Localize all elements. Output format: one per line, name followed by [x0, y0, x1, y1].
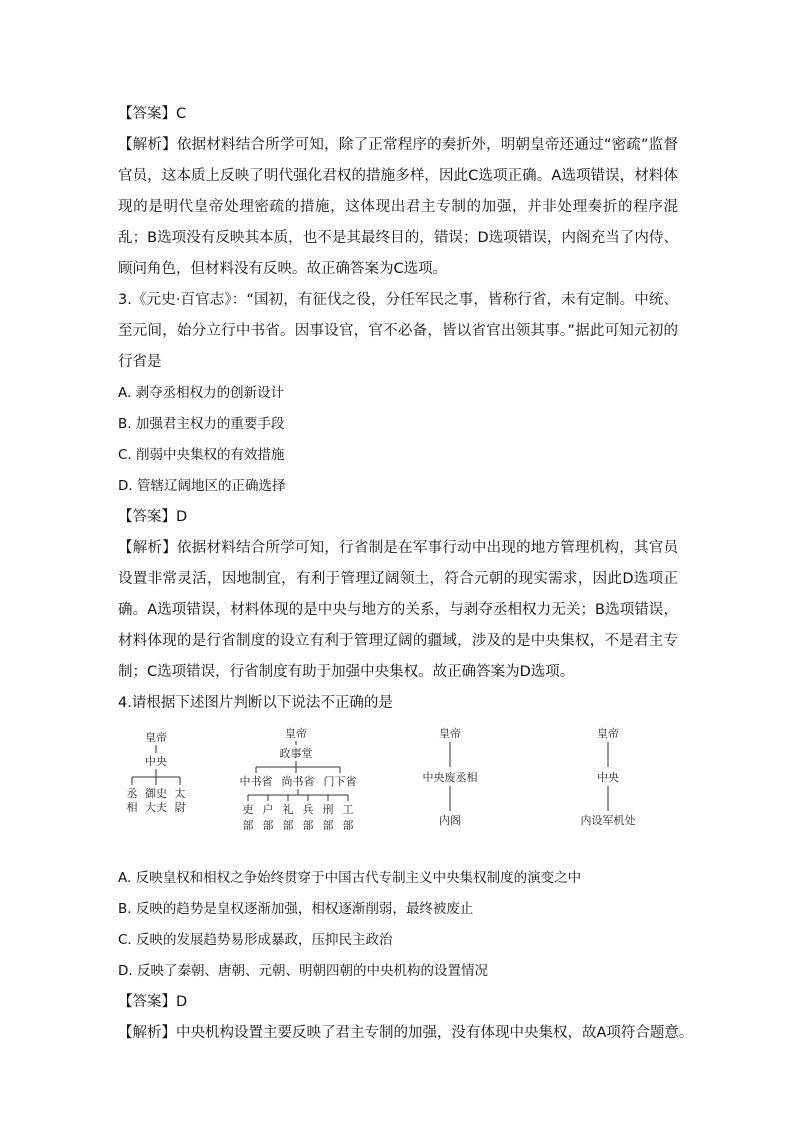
q3-analysis: 【解析】依据材料结合所学可知，行省制是在军事行动中出现的地方管理机构，其官员设置非常灵活，因地制宜，有利于管理辽阔领土，符合元朝的现实需求，因此D选项正确。A选项错误，材料体现的是中央与地方的关系，与剥夺丞相权力无关；B选项错误，材料体现的是行省制度的设立有利于管理辽阔的疆域，涉及的是中央集权，不是君主专制；C选项错误，行省制度有助于加强中央集权。故正确答案为D选项。	[118, 540, 678, 680]
tang-zhongshu: 中书省	[239, 775, 273, 788]
qing-grand-council: 内设军机处	[580, 814, 636, 827]
tang-bingbu: 兵部	[302, 803, 314, 832]
qin-central: 中央	[145, 755, 167, 768]
q4-diagram	[118, 723, 678, 859]
qin-censor: 御史大夫	[145, 787, 167, 814]
org-chart-qing	[581, 726, 636, 827]
tang-emperor: 皇帝	[285, 727, 307, 740]
q4-option-a: A. 反映皇权和相权之争始终贯穿于中国古代专制主义中央集权制度的演变之中	[118, 870, 582, 886]
qin-commandant: 太尉	[174, 787, 186, 814]
qing-emperor: 皇帝	[597, 727, 619, 740]
org-chart-tang	[240, 726, 357, 832]
org-chart-ming	[423, 726, 478, 827]
q4-option-d: D. 反映了秦朝、唐朝、元朝、明朝四朝的中央机构的设置情况	[118, 963, 488, 979]
org-chart-qin	[127, 730, 186, 814]
q2-answer: 【答案】C	[118, 106, 187, 122]
ming-emperor: 皇帝	[439, 727, 461, 740]
qin-chancellor: 丞相	[126, 787, 138, 814]
q3-stem: 3.《元史·百官志》：“国初，有征伐之役，分任军民之事，皆称行省，未有定制。中统、至元间，始分立行中书省。因事设官，官不必备，皆以省官出领其事。”据此可知元初的行省是	[118, 292, 678, 370]
tang-zhengshitang: 政事堂	[279, 747, 313, 760]
tang-xingbu: 刑部	[322, 803, 334, 832]
qin-emperor: 皇帝	[145, 731, 167, 744]
q2-analysis: 【解析】依据材料结合所学可知，除了正常程序的奏折外，明朝皇帝还通过“密疏”监督官员，这本质上反映了明代强化君权的措施多样，因此C选项正确。A选项错误，材料体现的是明代皇帝处理密疏的措施，这体现出君主专制的加强，并非处理奏折的程序混乱；B选项没有反映其本质，也不是其最终目的，错误；D选项错误，内阁充当了内侍、顾问角色，但材料没有反映。故正确答案为C选项。	[118, 137, 678, 277]
q4-analysis: 【解析】中央机构设置主要反映了君主专制的加强，没有体现中央集权，故A项符合题意。	[118, 1025, 694, 1041]
q3-option-b: B. 加强君主权力的重要手段	[118, 416, 285, 432]
ming-grand-secretariat: 内阁	[439, 814, 461, 827]
q3-option-c: C. 削弱中央集权的有效措施	[118, 447, 285, 463]
tang-libu-personnel: 吏部	[242, 803, 254, 832]
q4-answer: 【答案】D	[118, 994, 188, 1010]
q3-option-a: A. 剥夺丞相权力的创新设计	[118, 385, 285, 401]
qing-central: 中央	[597, 771, 619, 784]
tang-shangshu: 尚书省	[281, 775, 315, 788]
tang-menxia: 门下省	[323, 775, 357, 788]
tang-gongbu: 工部	[342, 803, 354, 832]
tang-hubu: 户部	[262, 803, 274, 832]
q3-answer: 【答案】D	[118, 509, 188, 525]
q4-option-c: C. 反映的发展趋势易形成暴政，压抑民主政治	[118, 932, 393, 948]
document-content	[118, 99, 694, 1049]
q4-option-b: B. 反映的趋势是皇权逐渐加强，相权逐渐削弱，最终被废止	[118, 901, 474, 917]
q3-option-d: D. 管辖辽阔地区的正确选择	[118, 478, 286, 494]
q4-stem: 4.请根据下述图片判断以下说法不正确的是	[118, 695, 393, 711]
ming-abolish-chancellor: 中央废丞相	[422, 771, 478, 784]
tang-libu-rites: 礼部	[282, 803, 294, 832]
org-chart-figure	[118, 723, 678, 859]
